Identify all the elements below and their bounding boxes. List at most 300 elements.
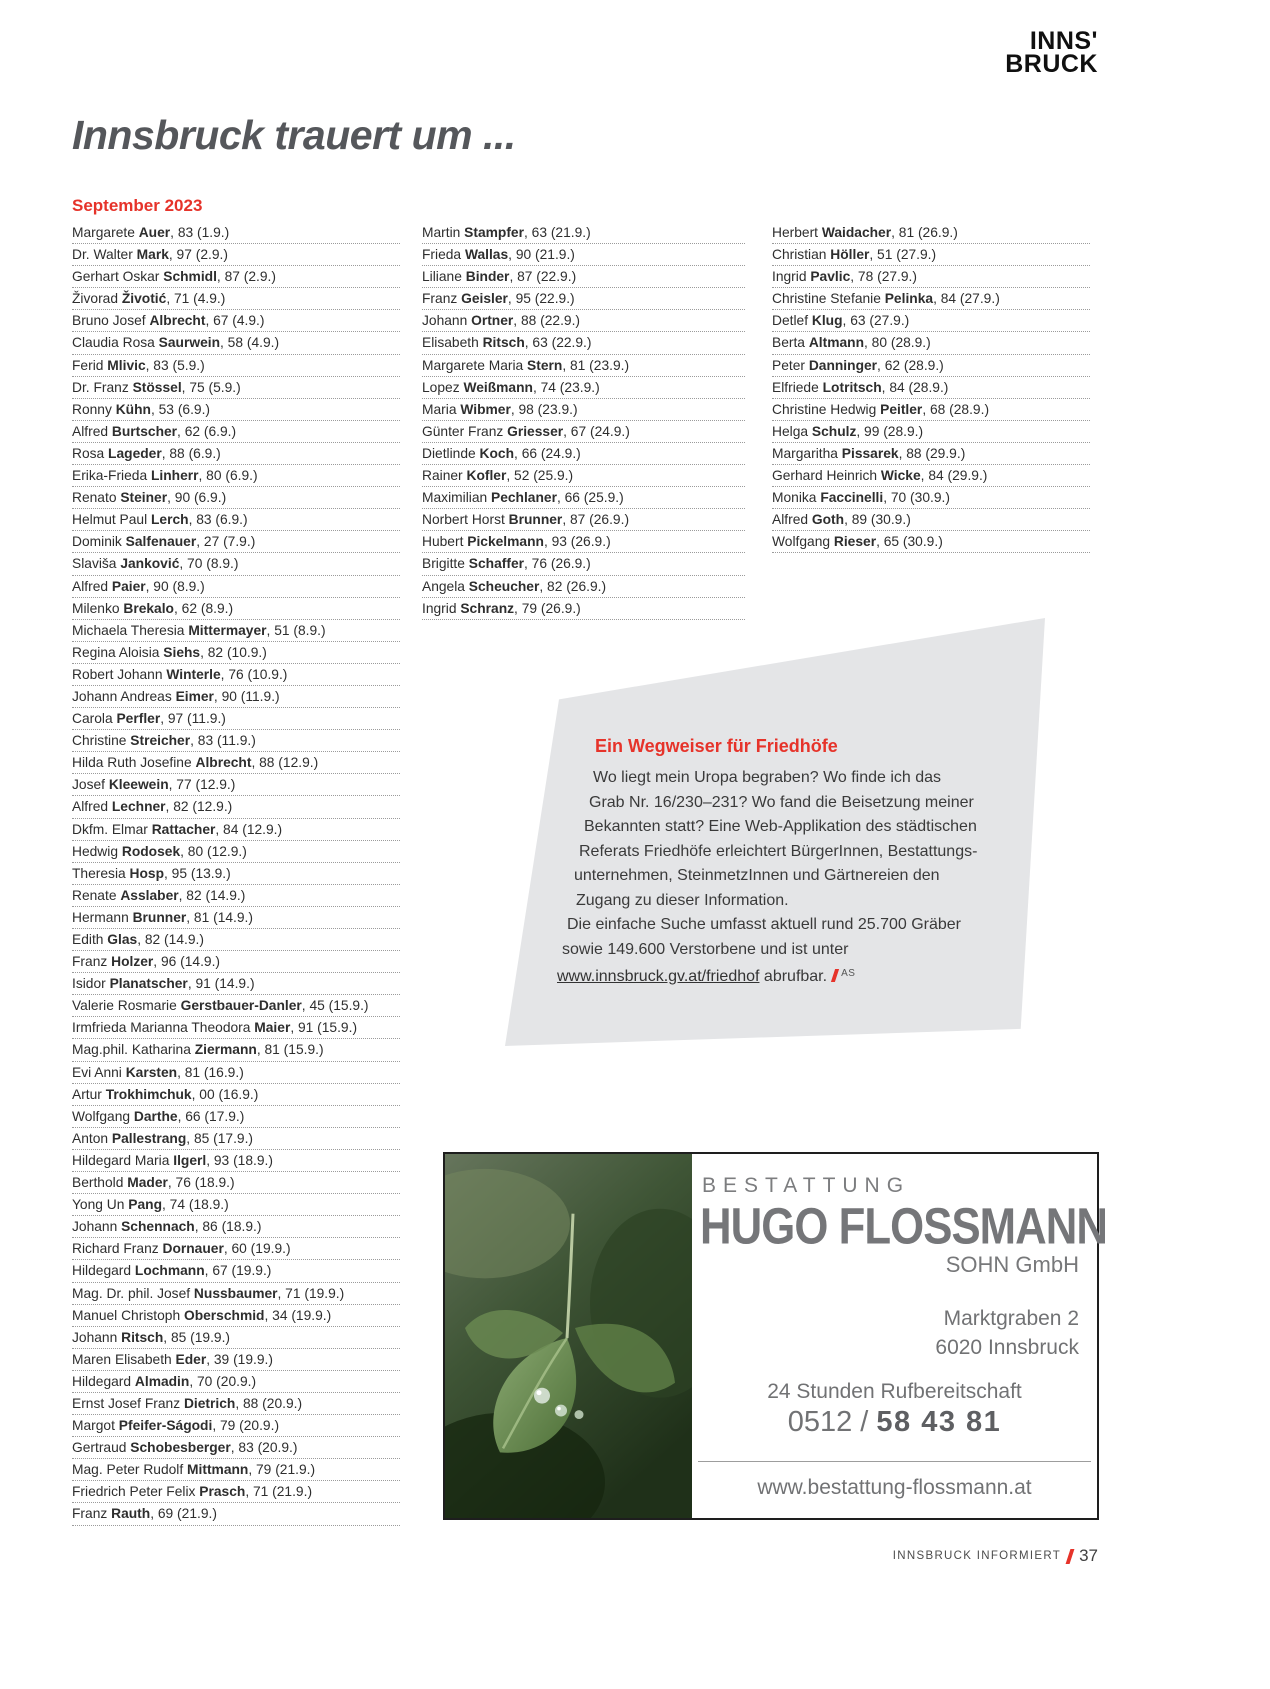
surname: Lochmann [134,1263,205,1279]
obituary-entry [72,421,400,443]
given-names: Margarete [72,225,139,240]
obituary-entry [422,553,745,575]
flossmann-ad [443,1152,1108,1520]
surname: Asslaber [120,887,179,903]
obituary-entry [422,332,745,354]
given-names: Alfred [72,799,112,815]
given-names: Elfriede [772,379,823,395]
flossmann-website-link[interactable]: www.bestattung-flossmann.at [757,1476,1032,1499]
obituary-entry [72,443,400,465]
obituary-entry [772,465,1090,487]
surname: Eimer [175,688,214,704]
obituary-entry [72,576,400,598]
given-names: Isidor [72,976,110,992]
obituary-entry [72,399,400,421]
given-names: Margot [72,1418,119,1434]
surname: Linherr [150,468,199,484]
surname: Oberschmid [183,1307,265,1323]
age-and-date: , 45 (15.9.) [301,998,369,1014]
obituary-entry [72,620,400,642]
surname: Mark [136,247,169,263]
obituary-entry [72,863,400,885]
given-names: Carola [72,711,117,727]
surname: Brekalo [123,600,174,616]
infobox-text-line: unternehmen, SteinmetzInnen und Gärtnereien den [574,867,940,884]
obituary-entry [772,443,1090,465]
age-and-date: , 93 (26.9.) [543,534,611,550]
given-names: Hedwig [72,843,122,859]
infobox-text-line: Bekannten statt? Eine Web-Applikation des städtischen [584,818,977,835]
surname: Geisler [461,291,508,307]
surname: Siehs [163,644,201,660]
obituary-entry [72,1305,400,1327]
obituary-entry [72,1481,400,1503]
age-and-date: , 82 (10.9.) [200,644,267,660]
given-names: Renate [72,887,121,903]
surname: Schulz [811,423,857,439]
page-footer [893,1546,1098,1566]
age-and-date: , 89 (30.9.) [844,512,911,528]
surname: Pavlic [810,269,851,285]
given-names: Valerie Rosmarie [72,998,181,1014]
obituary-entry [72,1106,400,1128]
surname: Altmann [808,335,865,351]
obituary-entry [72,1349,400,1371]
obituary-entry [72,796,400,818]
friedhof-link[interactable]: www.innsbruck.gv.at/friedhof [557,968,760,985]
age-and-date: , 76 (10.9.) [220,666,288,682]
obituary-entry [72,1437,400,1459]
given-names: Liliane [422,269,466,285]
given-names: Maria [422,401,461,417]
given-names: Hildegard Maria [72,1152,174,1168]
surname: Stössel [132,379,182,395]
surname: Waidacher [821,225,892,240]
age-and-date: , 99 (28.9.) [856,423,924,439]
given-names: Maren Elisabeth [72,1351,176,1367]
surname: Lechner [111,799,166,815]
age-and-date: , 62 (28.9.) [877,357,944,373]
age-and-date: , 95 (22.9.) [507,291,575,307]
given-names: Berthold [72,1175,128,1191]
surname: Klug [811,313,843,329]
given-names: Norbert Horst [422,512,509,528]
given-names: Helga [772,423,812,439]
given-names: Brigitte [422,556,469,572]
surname: Goth [811,512,845,528]
surname: Ortner [471,313,514,329]
obituary-entry [72,355,400,377]
surname: Pechlaner [491,490,557,506]
given-names: Regina Aloisia [72,644,164,660]
given-names: Margaritha [772,445,842,461]
age-and-date: , 93 (18.9.) [206,1152,273,1168]
innsbruck-logo [1005,27,1098,78]
age-and-date: , 84 (29.9.) [920,468,988,484]
given-names: Peter [772,357,809,373]
obituary-entry [72,1084,400,1106]
obituary-entry [72,664,400,686]
surname: Dornauer [162,1241,224,1257]
age-and-date: , 97 (11.9.) [160,711,226,727]
given-names: Hildegard [72,1263,135,1279]
age-and-date: , 85 (17.9.) [186,1130,254,1146]
surname: Gerstbauer-Danler [180,998,302,1014]
obituary-entry [72,1415,400,1437]
age-and-date: , 71 (19.9.) [277,1285,345,1301]
obituary-entry [772,509,1090,531]
given-names: Angela [422,578,469,594]
surname: Eder [175,1351,207,1367]
infobox-text-line: Die einfache Suche umfasst aktuell rund 25.700 Gräber [567,916,962,933]
obituary-entry [422,531,745,553]
age-and-date: , 86 (18.9.) [194,1219,262,1235]
infobox-text-line: Zugang zu dieser Information. [576,891,789,909]
given-names: Franz [72,1506,112,1522]
obituary-entry [72,973,400,995]
surname: Schranz [460,600,515,616]
obituary-entry [72,1459,400,1481]
given-names: Christine [72,733,131,749]
age-and-date: , 88 (6.9.) [161,445,221,461]
obituary-entry [422,443,745,465]
age-and-date: , 76 (18.9.) [167,1175,235,1191]
obituary-entry [422,310,745,332]
age-and-date: , 70 (30.9.) [883,490,950,506]
surname: Peitler [880,401,923,417]
surname: Scheucher [468,578,540,594]
surname: Höller [830,247,870,263]
ad-brand-subline: SOHN GmbH [945,1252,1079,1277]
age-and-date: , 81 (26.9.) [891,225,958,240]
age-and-date: , 82 (26.9.) [539,578,607,594]
given-names: Mag. Dr. phil. Josef [72,1285,194,1301]
given-names: Hilda Ruth Josefine [72,755,196,771]
ad-phone-number: 58 43 81 [876,1406,1002,1438]
page-number: 37 [1079,1546,1098,1565]
age-and-date: , 81 (15.9.) [256,1042,324,1058]
given-names: Irmfrieda Marianna Theodora [72,1020,255,1036]
given-names: Claudia Rosa [72,335,159,351]
given-names: Evi Anni [72,1064,126,1080]
infobox-link-line [557,962,1033,990]
infobox-text-line: Wo liegt mein Uropa begraben? Wo finde ich das [593,769,942,786]
obituary-entry [422,421,745,443]
surname: Schennach [121,1219,195,1235]
given-names: Theresia [72,865,130,881]
obituary-entry [72,1150,400,1172]
obituary-column-2 [422,222,745,620]
surname: Janković [120,556,180,572]
obituary-entry [72,708,400,730]
given-names: Christine Hedwig [772,401,881,417]
given-names: Mag. Peter Rudolf [72,1462,188,1478]
obituary-entry [772,399,1090,421]
age-and-date: , 90 (6.9.) [167,490,227,506]
given-names: Hildegard [72,1373,135,1389]
surname: Rauth [111,1506,151,1522]
given-names: Wolfgang [772,534,834,550]
obituary-entry [422,377,745,399]
age-and-date: , 98 (23.9.) [510,401,578,417]
obituary-entry [72,642,400,664]
given-names: Ernst Josef Franz [72,1395,184,1411]
obituary-entry [72,995,400,1017]
given-names: Renato [72,490,121,506]
age-and-date: , 58 (4.9.) [220,335,280,351]
obituary-entry [72,266,400,288]
obituary-entry [422,288,745,310]
given-names: Johann [72,1329,122,1345]
surname: Paier [111,578,146,594]
ad-address [935,1304,1079,1362]
surname: Lerch [150,512,189,528]
age-and-date: , 87 (2.9.) [216,269,276,285]
surname: Hosp [129,865,165,881]
age-and-date: , 68 (28.9.) [922,401,990,417]
given-names: Elisabeth [422,335,483,351]
infobox-content [555,736,1033,990]
surname: Ziermann [194,1042,257,1058]
surname: Brunner [132,909,187,925]
obituary-entry [72,1327,400,1349]
given-names: Erika-Frieda [72,468,151,484]
infobox-text-line: sowie 149.600 Verstorbene und ist unter [562,940,849,958]
obituary-entry [772,531,1090,553]
age-and-date: , 79 (21.9.) [248,1462,316,1478]
given-names: Anton [72,1130,112,1146]
age-and-date: , 83 (1.9.) [170,225,230,240]
red-slash-icon [831,969,839,982]
age-and-date: , 27 (7.9.) [196,534,256,550]
surname: Glas [107,932,138,947]
age-and-date: , 67 (19.9.) [204,1263,272,1279]
age-and-date: , 88 (20.9.) [235,1395,303,1411]
given-names: Gertraud [72,1440,131,1456]
surname: Schobesberger [130,1440,231,1456]
surname: Faccinelli [820,490,884,506]
ad-phone-prefix: 0512 / [787,1406,877,1438]
age-and-date: , 97 (2.9.) [168,247,228,263]
obituary-entry [422,465,745,487]
age-and-date: , 81 (23.9.) [562,357,630,373]
age-and-date: , 91 (15.9.) [290,1020,358,1036]
obituary-entry [72,907,400,929]
surname: Lageder [108,445,162,461]
age-and-date: , 76 (26.9.) [524,556,591,572]
age-and-date: , 83 (20.9.) [230,1440,298,1456]
infobox-title: Ein Wegweiser für Friedhöfe [595,736,838,756]
surname: Binder [465,269,510,285]
age-and-date: , 95 (13.9.) [164,865,231,881]
given-names: Dominik [72,534,126,550]
age-and-date: , 96 (14.9.) [153,954,221,970]
given-names: Helmut Paul [72,512,151,528]
surname: Rodosek [121,843,181,859]
given-names: Alfred [72,423,112,439]
given-names: Franz [422,291,462,307]
surname: Mittermayer [188,622,267,638]
age-and-date: , 83 (5.9.) [145,357,205,373]
given-names: Rosa [72,445,109,461]
given-names: Gerhard Heinrich [772,468,881,484]
infobox-text-line: Grab Nr. 16/230–231? Wo fand die Beisetzung meiner [589,793,974,811]
obituary-column-1 [72,222,400,1526]
given-names: Christian [772,247,831,263]
obituary-entry [772,266,1090,288]
age-and-date: , 66 (25.9.) [556,490,624,506]
obituary-entry [422,576,745,598]
given-names: Ingrid [772,269,811,285]
age-and-date: , 65 (30.9.) [876,534,943,550]
surname: Nussbaumer [193,1285,278,1301]
ad-brand-category: BESTATTUNG [702,1174,911,1197]
surname: Prasch [199,1484,246,1500]
given-names: Slaviša [72,556,121,572]
age-and-date: , 53 (6.9.) [150,401,211,417]
age-and-date: , 85 (19.9.) [163,1329,231,1345]
surname: Pissarek [841,445,899,461]
obituary-entry [72,509,400,531]
age-and-date: , 88 (29.9.) [898,445,966,461]
obituary-entry [72,1283,400,1305]
given-names: Franz [72,954,112,970]
logo-line-2: BRUCK [1005,50,1098,78]
given-names: Dietlinde [422,445,480,461]
obituary-entry [72,819,400,841]
age-and-date: , 80 (6.9.) [198,468,258,484]
surname: Streicher [130,733,191,749]
surname: Albrecht [195,755,252,771]
surname: Winterle [166,666,221,682]
age-and-date: , 74 (18.9.) [162,1197,229,1213]
red-slash-icon [1066,1549,1075,1564]
ad-text-area [692,1154,1108,1518]
given-names: Lopez [422,379,464,395]
obituary-entry [422,244,745,266]
age-and-date: , 90 (21.9.) [508,247,575,263]
surname: Pickelmann [467,534,544,550]
age-and-date: , 77 (12.9.) [168,777,236,793]
given-names: Hermann [72,909,133,925]
surname: Almadin [134,1373,190,1389]
obituary-entry [72,487,400,509]
age-and-date: , 88 (12.9.) [251,755,319,771]
given-names: Johann [422,313,472,329]
ad-phone [692,1406,1097,1439]
given-names: Ferid [72,357,108,373]
given-names: Johann Andreas [72,688,176,704]
given-names: Alfred [72,578,112,594]
obituary-entry [72,553,400,575]
obituary-entry [422,487,745,509]
obituary-entry [772,222,1090,244]
age-and-date: , 82 (14.9.) [178,887,246,903]
surname: Wibmer [460,401,511,417]
age-and-date: , 83 (11.9.) [190,733,256,749]
obituary-entry [772,487,1090,509]
given-names: Milenko [72,600,124,616]
given-names: Živorad [72,291,122,307]
age-and-date: , 63 (21.9.) [523,225,591,240]
surname: Ritsch [482,335,525,351]
obituary-entry [772,244,1090,266]
surname: Kleewein [108,777,169,793]
surname: Kofler [466,468,507,484]
age-and-date: , 67 (4.9.) [205,313,265,329]
surname: Auer [138,225,171,240]
given-names: Maximilian [422,490,491,506]
obituary-entry [72,929,400,951]
given-names: Friedrich Peter Felix [72,1484,200,1500]
age-and-date: , 66 (17.9.) [177,1108,245,1124]
age-and-date: , 63 (27.9.) [842,313,910,329]
given-names: Detlef [772,313,812,329]
age-and-date: , 34 (19.9.) [264,1307,332,1323]
obituary-entry [72,885,400,907]
given-names: Hubert [422,534,468,550]
age-and-date: , 91 (14.9.) [187,976,255,992]
surname: Mittmann [187,1462,249,1478]
obituary-entry [72,1172,400,1194]
given-names: Christine Stefanie [772,291,885,307]
age-and-date: , 52 (25.9.) [506,468,574,484]
surname: Rieser [833,534,877,550]
obituary-entry [72,951,400,973]
surname: Pang [128,1197,162,1213]
age-and-date: , 71 (4.9.) [166,291,226,307]
obituary-entry [72,1216,400,1238]
obituary-entry [72,1238,400,1260]
obituary-entry [72,332,400,354]
surname: Ilgerl [173,1152,207,1168]
given-names: Richard Franz [72,1241,163,1257]
age-and-date: , 81 (16.9.) [177,1064,244,1080]
obituary-entry [422,266,745,288]
obituary-entry [72,730,400,752]
friedhof-infobox [505,618,1045,1046]
surname: Stern [527,357,563,373]
obituary-entry [72,598,400,620]
given-names: Ronny [72,401,116,417]
surname: Mader [127,1175,168,1191]
surname: Stampfer [464,225,524,240]
obituary-entry [72,1194,400,1216]
surname: Saurwein [158,335,221,351]
given-names: Michaela Theresia [72,622,189,638]
surname: Pallestrang [111,1130,187,1146]
obituary-entry [72,841,400,863]
given-names: Martin [422,225,465,240]
age-and-date: , 79 (20.9.) [212,1418,280,1434]
given-names: Johann [72,1219,122,1235]
age-and-date: , 75 (5.9.) [181,379,241,395]
ad-divider [698,1461,1091,1462]
surname: Darthe [133,1108,178,1124]
logo-line-1: INNS' [1029,27,1098,55]
obituary-entry [72,377,400,399]
obituary-entry [72,465,400,487]
given-names: Wolfgang [72,1108,134,1124]
age-and-date: , 84 (12.9.) [215,821,283,837]
given-names: Rainer [422,468,467,484]
given-names: Robert Johann [72,666,167,682]
infobox-body [555,766,1033,962]
given-names: Artur [72,1086,106,1102]
age-and-date: , 74 (23.9.) [532,379,600,395]
given-names: Monika [772,490,821,506]
surname: Rattacher [151,821,216,837]
